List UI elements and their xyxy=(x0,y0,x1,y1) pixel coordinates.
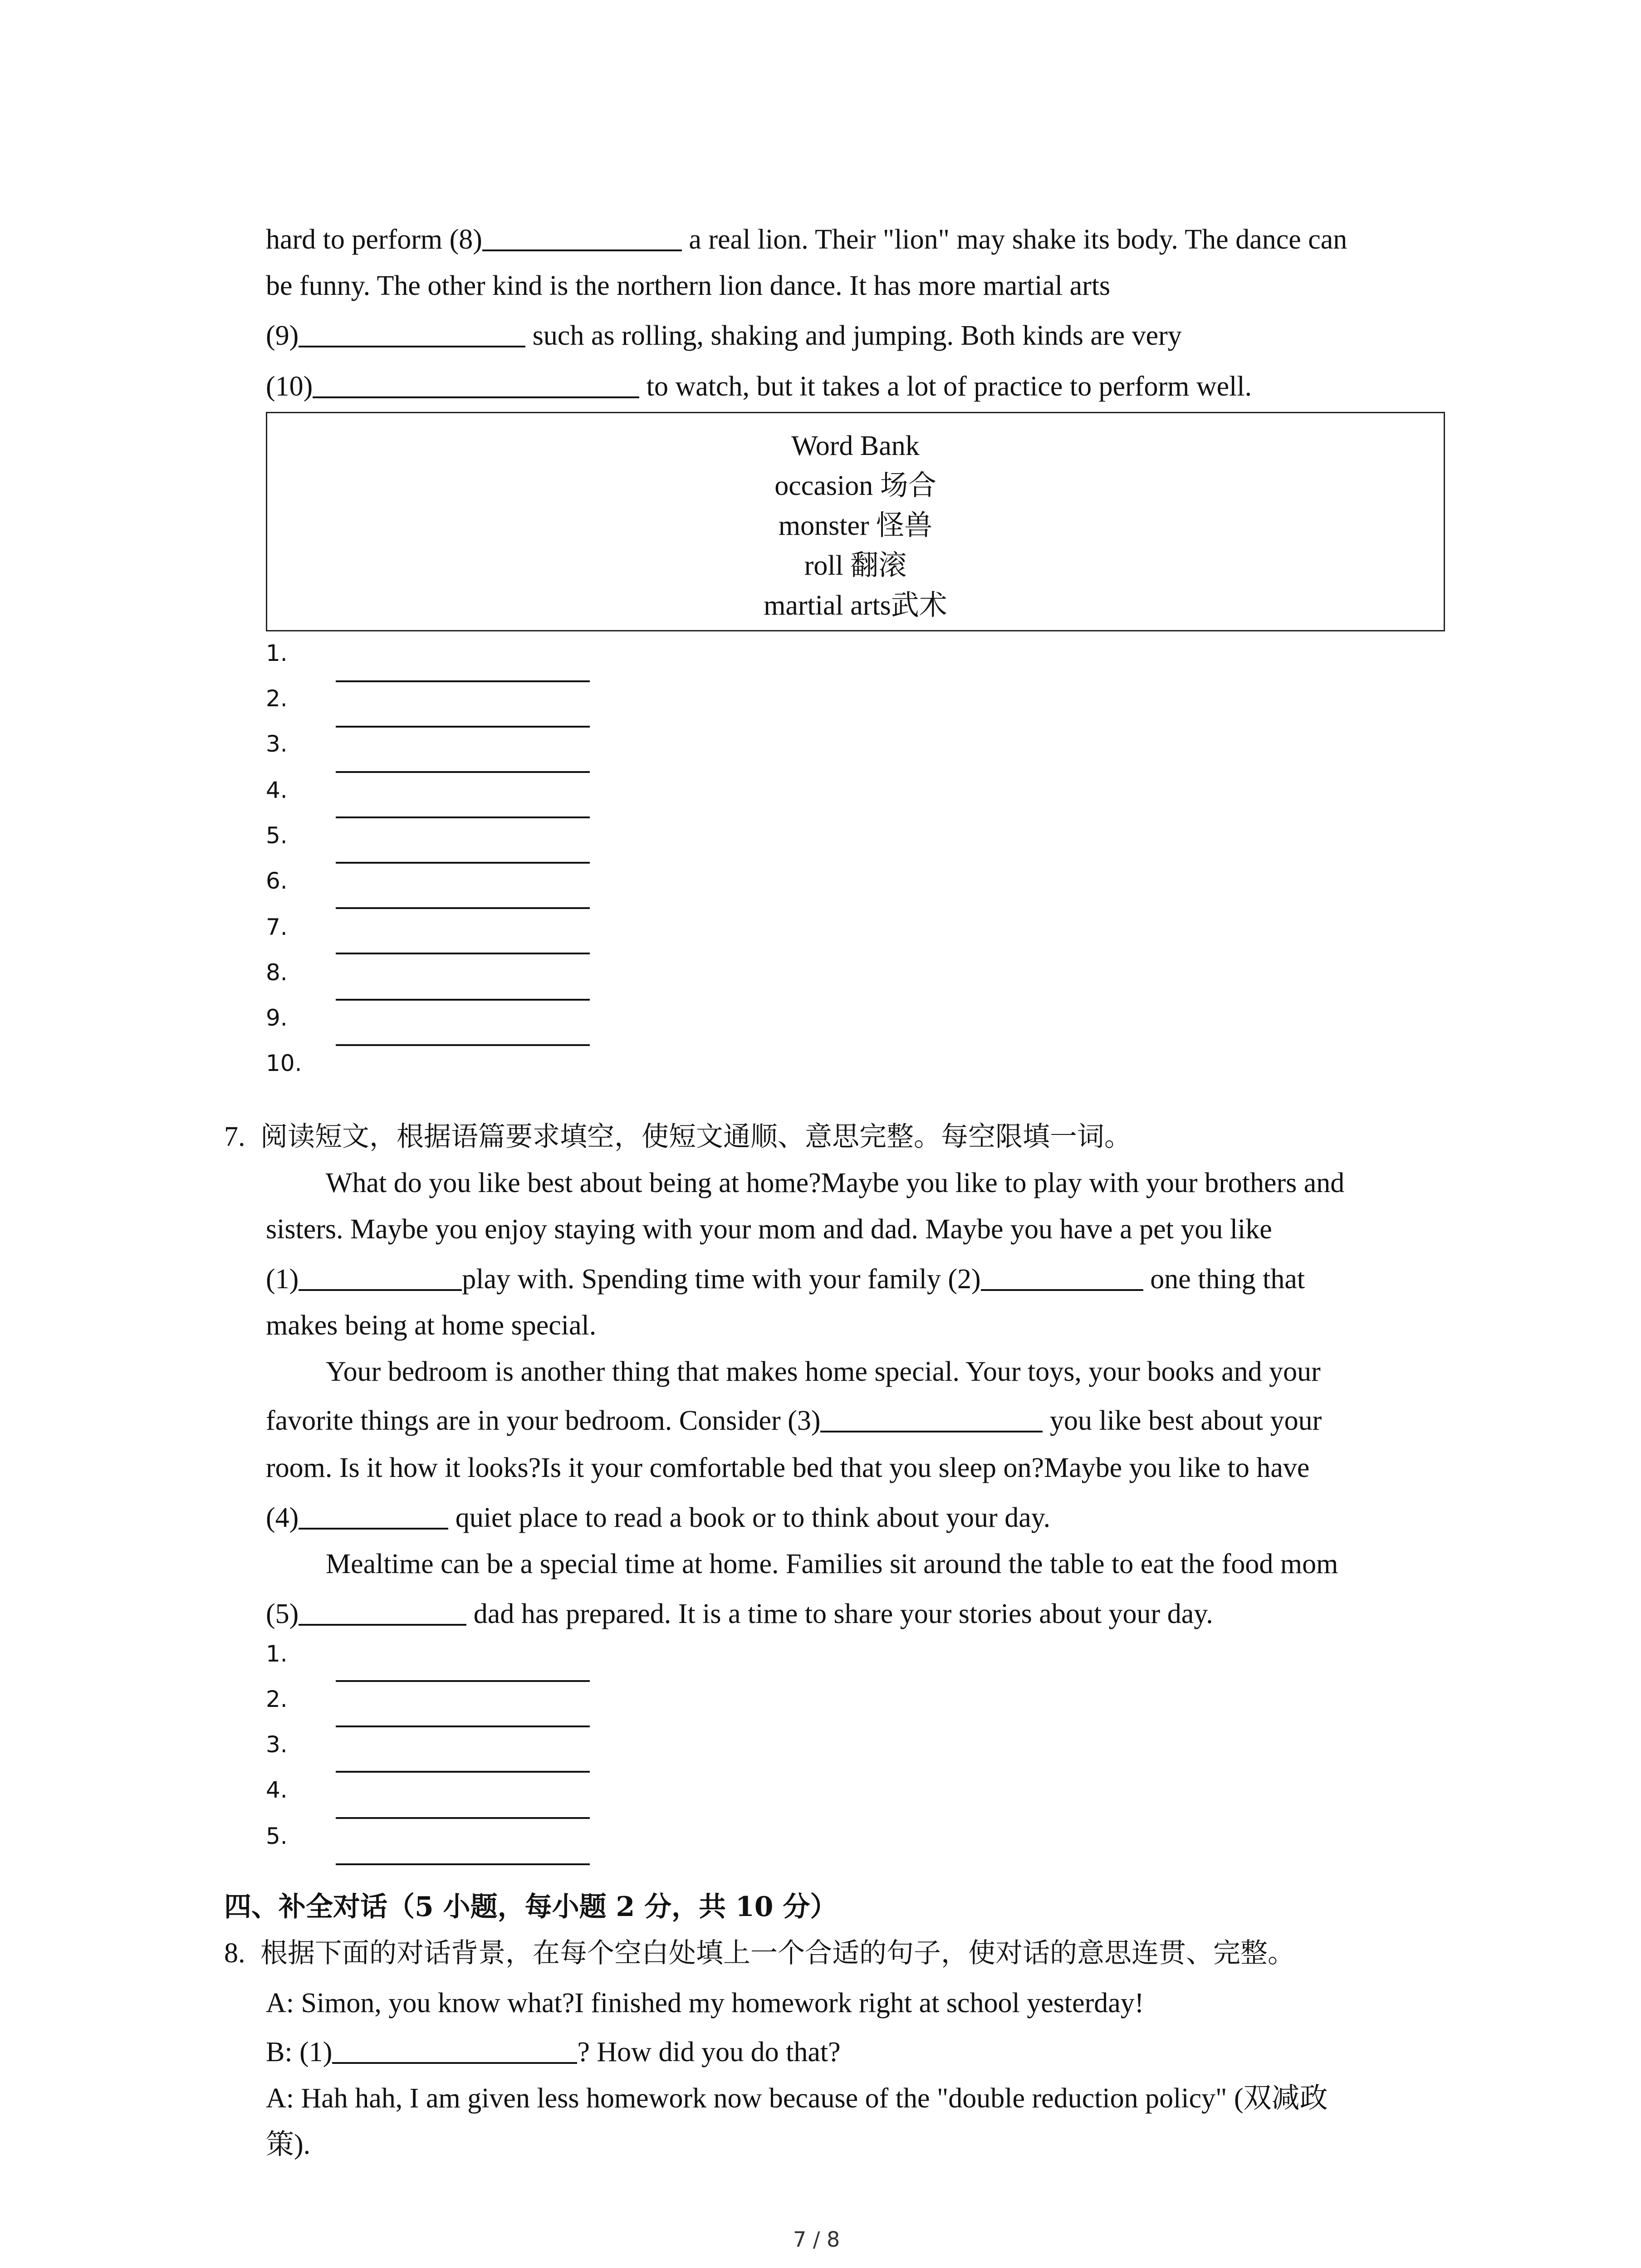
word-bank-item: occasion 场合 xyxy=(774,470,936,501)
answer-line[interactable] xyxy=(336,816,590,818)
section-4-heading: 四、补全对话（5 小题，每小题 2 分，共 10 分） xyxy=(224,1891,838,1923)
answer-number: 1. xyxy=(266,640,288,666)
answer-line[interactable] xyxy=(336,1725,590,1727)
q7-line7: room. Is it how it looks?Is it your comfortable bed that you sleep on?Maybe you like to have xyxy=(266,1452,1310,1483)
question-7-heading xyxy=(224,1119,1132,1155)
answer-number: 2. xyxy=(266,1686,288,1712)
answer-number: 4. xyxy=(266,1777,288,1803)
answer-number: 2. xyxy=(266,685,288,712)
blank-1[interactable] xyxy=(299,1262,462,1291)
q7-line4: makes being at home special. xyxy=(266,1310,597,1341)
answer-line[interactable] xyxy=(336,1680,590,1682)
q8-line-a2b: 策). xyxy=(266,2129,311,2160)
passage6-text: a real lion. Their "lion" may shake its body. The dance can xyxy=(681,224,1347,255)
blank-2[interactable] xyxy=(981,1262,1143,1291)
passage6-text: (9) xyxy=(266,320,299,351)
word-bank-title: Word Bank xyxy=(791,430,920,461)
word-bank-item: roll 翻滚 xyxy=(804,550,907,581)
answer-line[interactable] xyxy=(336,862,590,864)
blank-3[interactable] xyxy=(820,1403,1043,1432)
passage6-text: such as rolling, shaking and jumping. Both kinds are very xyxy=(525,320,1182,351)
passage6-line2: be funny. The other kind is the northern lion dance. It has more martial arts xyxy=(266,270,1111,301)
blank-dialog-1[interactable] xyxy=(332,2035,577,2064)
blank-9[interactable] xyxy=(299,318,525,347)
q7-text: (5) xyxy=(266,1598,299,1629)
answer-number: 4. xyxy=(266,777,288,803)
answer-number: 6. xyxy=(266,868,288,894)
q7-line10 xyxy=(266,1596,1213,1632)
q7-text: quiet place to read a book or to think about your day. xyxy=(448,1502,1051,1533)
question-8-heading xyxy=(224,1935,1295,1971)
q7-text: (4) xyxy=(266,1502,299,1533)
q8-text: ? How did you do that? xyxy=(577,2037,841,2068)
answer-number: 5. xyxy=(266,1823,288,1849)
q7-line3 xyxy=(266,1261,1305,1297)
answer-line[interactable] xyxy=(336,999,590,1001)
answer-number: 10. xyxy=(266,1050,302,1076)
q7-line8 xyxy=(266,1500,1050,1536)
question-number: 7. xyxy=(224,1121,245,1152)
q8-line-a1: A: Simon, you know what?I finished my homework right at school yesterday! xyxy=(266,1988,1144,2019)
question-number: 8. xyxy=(224,1938,245,1969)
answer-line[interactable] xyxy=(336,1044,590,1046)
answer-line[interactable] xyxy=(336,1771,590,1773)
answer-line[interactable] xyxy=(336,953,590,954)
passage6-line1 xyxy=(266,221,1347,258)
answer-line[interactable] xyxy=(336,1817,590,1819)
q7-line2: sisters. Maybe you enjoy staying with your mom and dad. Maybe you have a pet you like xyxy=(266,1214,1272,1245)
q7-line5: Your bedroom is another thing that makes home special. Your toys, your books and your xyxy=(326,1356,1321,1387)
answer-number: 9. xyxy=(266,1005,288,1031)
q8-line-b1 xyxy=(266,2034,841,2070)
blank-8[interactable] xyxy=(482,222,682,251)
blank-5[interactable] xyxy=(299,1597,466,1626)
answer-number: 5. xyxy=(266,822,288,849)
passage6-text: hard to perform (8) xyxy=(266,224,482,255)
page-number: 7 / 8 xyxy=(793,2227,840,2252)
word-bank-item: monster 怪兽 xyxy=(778,510,933,541)
answer-line[interactable] xyxy=(336,771,590,773)
q7-text: play with. Spending time with your family (2) xyxy=(462,1264,981,1295)
word-bank-item: martial arts武术 xyxy=(764,590,947,621)
q8-line-a2: A: Hah hah, I am given less homework now because of the "double reduction policy" (双减政 xyxy=(266,2083,1328,2114)
answer-line[interactable] xyxy=(336,1863,590,1865)
passage6-line3 xyxy=(266,318,1182,354)
q7-text: (1) xyxy=(266,1264,299,1295)
blank-10[interactable] xyxy=(313,369,639,398)
answer-number: 1. xyxy=(266,1641,288,1667)
q7-text: one thing that xyxy=(1143,1264,1305,1295)
blank-4[interactable] xyxy=(299,1501,448,1530)
passage6-line4 xyxy=(266,368,1252,405)
question-instruction: 阅读短文，根据语篇要求填空，使短文通顺、意思完整。每空限填一词。 xyxy=(260,1121,1132,1153)
answer-number: 3. xyxy=(266,731,288,757)
word-bank-box xyxy=(266,412,1445,631)
answer-line[interactable] xyxy=(336,680,590,682)
question-instruction: 根据下面的对话背景，在每个空白处填上一个合适的句子，使对话的意思连贯、完整。 xyxy=(260,1937,1295,1969)
q7-text: dad has prepared. It is a time to share your stories about your day. xyxy=(466,1598,1213,1629)
answer-number: 8. xyxy=(266,959,288,986)
answer-number: 7. xyxy=(266,914,288,940)
answer-number: 3. xyxy=(266,1731,288,1758)
q8-text: B: (1) xyxy=(266,2037,333,2068)
q7-line6 xyxy=(266,1403,1322,1439)
answer-line[interactable] xyxy=(336,726,590,728)
q7-text: you like best about your xyxy=(1043,1405,1322,1436)
answer-line[interactable] xyxy=(336,907,590,909)
q7-line1: What do you like best about being at home?Maybe you like to play with your brothers and xyxy=(326,1168,1345,1198)
passage6-text: (10) xyxy=(266,371,313,402)
passage6-text: to watch, but it takes a lot of practice to perform well. xyxy=(639,371,1252,402)
q7-text: favorite things are in your bedroom. Consider (3) xyxy=(266,1405,821,1436)
q7-line9: Mealtime can be a special time at home. Families sit around the table to eat the food mom xyxy=(326,1549,1338,1579)
